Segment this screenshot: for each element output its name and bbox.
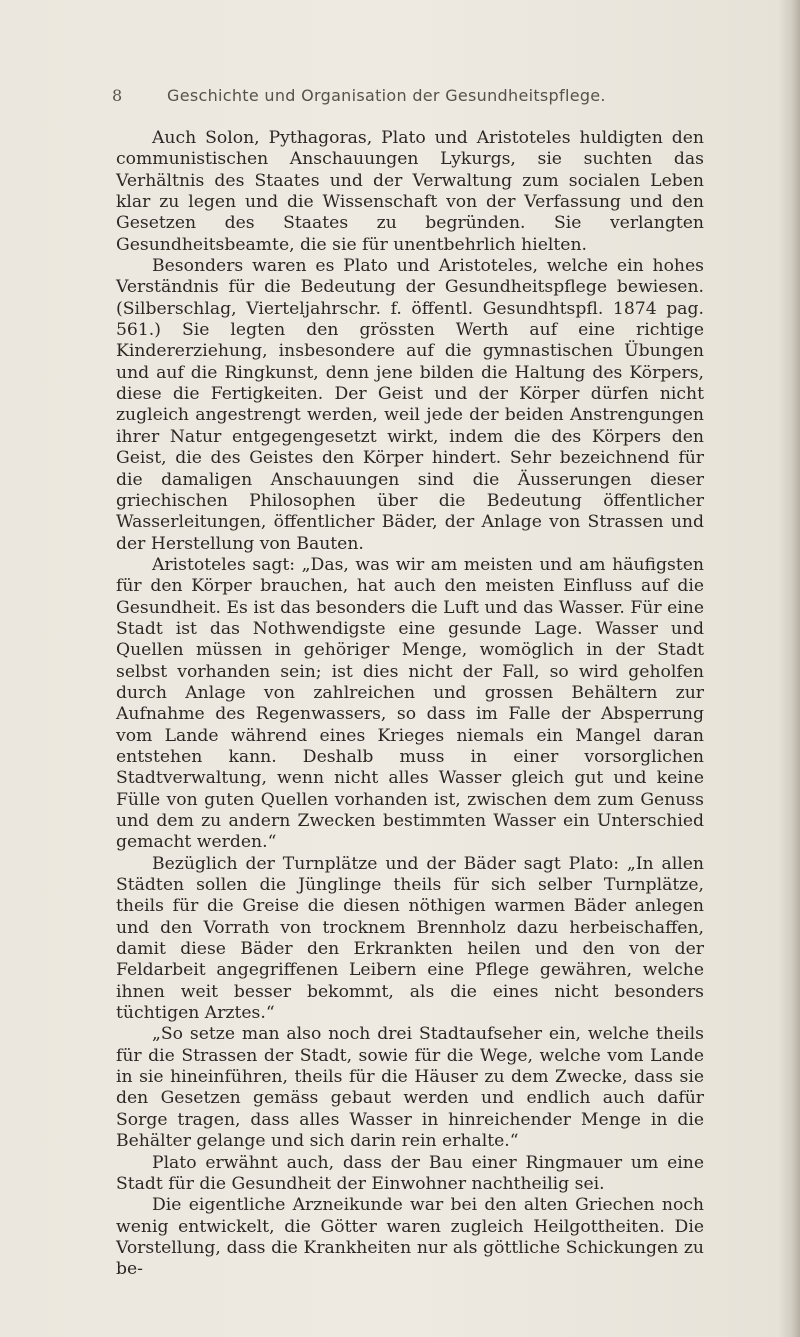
body-text [116,128,704,1281]
paragraph: Die eigentliche Arzneikunde war bei den alten Griechen noch wenig entwickelt, die Götter waren zugleich Heilgottheiten. Die Vorstellung, dass die Krankheiten nur als göttliche Schickungen zu be- [116,1195,704,1280]
paragraph: Bezüglich der Turnplätze und der Bäder sagt Plato: „In allen Städten sollen die Jünglinge theils für sich selber Turnplätze, theils für die Greise die diesen nöthigen warmen Bäder anlegen und den Vorrath von trocknem Brennholz dazu herbeischaffen, damit diese Bäder den Erkrankten heilen und den von der Feldarbeit angegriffenen Leibern eine Pflege gewähren, welche ihnen weit besser bekommt, als die eines nicht besonders tüchtigen Arztes.“ [116,853,704,1024]
running-head [112,86,712,110]
paragraph: Auch Solon, Pythagoras, Plato und Aristoteles huldigten den communistischen Anschauungen Lykurgs, sie suchten das Verhältnis des Staates und der Verwaltung zum socialen Leben klar zu legen und die Wissenschaft von der Verfassung und den Gesetzen des Staates zu begründen. Sie verlangten Gesundheitsbeamte, die sie für unentbehrlich hielten. [116,128,704,255]
page-number: 8 [112,86,123,105]
paragraph: Besonders waren es Plato und Aristoteles, welche ein hohes Verständnis für die Bedeutung der Gesundheitspflege bewiesen. (Silberschlag, Vierteljahrschr. f. öffentl. Gesundhtspfl. 1874 pag. 561.) Sie legten den grössten Werth auf eine richtige Kindererziehung, insbesondere auf die gymnastischen Übungen und auf die Ringkunst, denn jene bilden die Haltung des Körpers, diese die Fertigkeiten. Der Geist und der Körper dürfen nicht zugleich angestrengt werden, weil jede der beiden Anstrengungen ihrer Natur entgegengesetzt wirkt, indem die des Körpers den Geist, die des Geistes den Körper hindert. Sehr bezeichnend für die damaligen Anschauungen sind die Äusserungen dieser griechischen Philosophen über die Bedeutung öffentlicher Wasserleitungen, öffentlicher Bäder, der Anlage von Strassen und der Herstellung von Bauten. [116,256,704,554]
paragraph: „So setze man also noch drei Stadtaufseher ein, welche theils für die Strassen der Stadt, sowie für die Wege, welche vom Lande in sie hineinführen, theils für die Häuser zu dem Zwecke, dass sie den Gesetzen gemäss gebaut werden und endlich auch dafür Sorge tragen, dass alles Wasser in hinreichender Menge in die Behälter gelange und sich darin rein erhalte.“ [116,1024,704,1152]
paragraph: Aristoteles sagt: „Das, was wir am meisten und am häufigsten für den Körper brauchen, hat auch den meisten Einfluss auf die Gesundheit. Es ist das besonders die Luft und das Wasser. Für eine Stadt ist das Nothwendigste eine gesunde Lage. Wasser und Quellen müssen in gehöriger Menge, womöglich in der Stadt selbst vorhanden sein; ist dies nicht der Fall, so wird geholfen durch Anlage von zahlreichen und grossen Behältern zur Aufnahme des Regenwassers, so dass im Falle der Absperrung vom Lande während eines Krieges niemals ein Mangel daran entstehen kann. Deshalb muss in einer vorsorglichen Stadtverwaltung, wenn nicht alles Wasser gleich gut und keine Fülle von guten Quellen vorhanden ist, zwischen dem zum Genuss und dem zu andern Zwecken bestimmten Wasser ein Unterschied gemacht werden.“ [116,554,704,853]
running-title: Geschichte und Organisation der Gesundheitspflege. [167,86,606,105]
page-edge-shadow [778,0,800,1337]
paragraph: Plato erwähnt auch, dass der Bau einer Ringmauer um eine Stadt für die Gesundheit der Einwohner nachtheilig sei. [116,1152,704,1194]
